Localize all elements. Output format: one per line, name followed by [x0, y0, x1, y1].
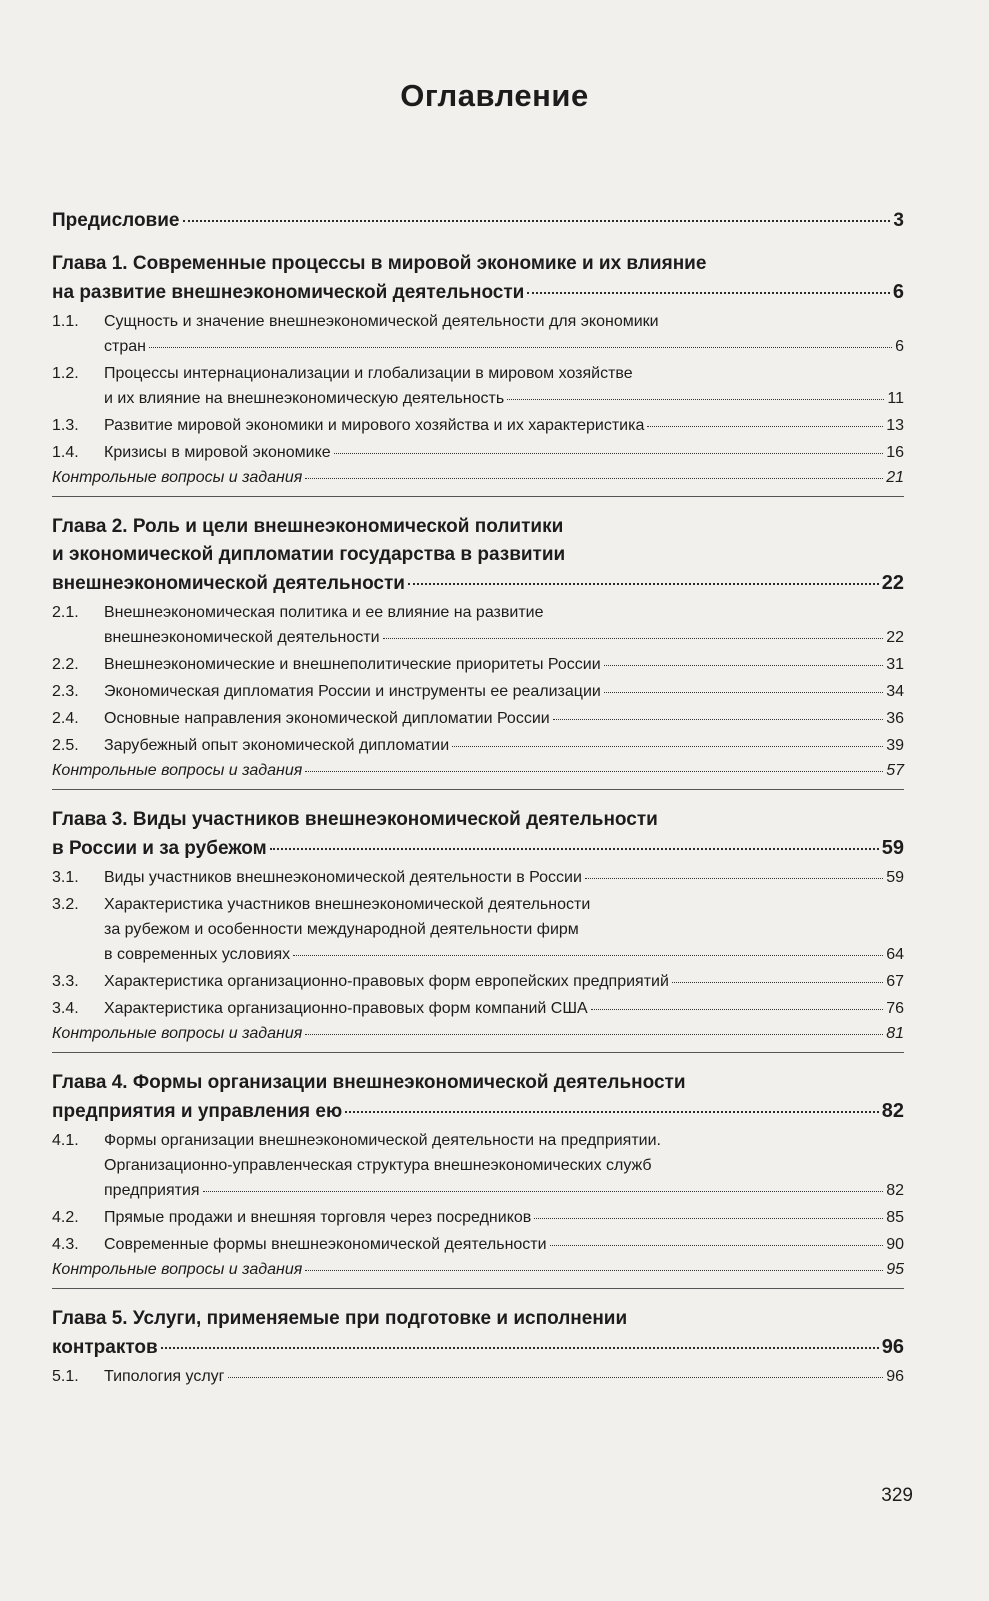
leader-dots [305, 1270, 883, 1271]
chapter-heading [52, 513, 904, 598]
section-title-last-line-text: Внешнеэкономические и внешнеполитические приоритеты России [104, 656, 601, 673]
section-body [104, 892, 904, 967]
leader-dots [334, 453, 884, 454]
toc-section [52, 309, 904, 359]
chapter-title-last-line-page: 59 [881, 837, 904, 859]
chapter-title-last-line [52, 278, 904, 307]
questions-line-page: 57 [886, 762, 904, 779]
leader-dots [408, 583, 879, 585]
leader-dots [527, 292, 890, 294]
section-title-last-line [104, 334, 904, 359]
chapter-divider [52, 789, 904, 790]
section-title-last-line-page: 82 [886, 1182, 904, 1199]
section-title-last-line-text: внешнеэкономической деятельности [104, 629, 380, 646]
section-title-last-line [104, 1178, 904, 1203]
leader-dots [203, 1191, 884, 1192]
section-title-last-line-page: 67 [886, 973, 904, 990]
section-title-last-line-text: и их влияние на внешнеэкономическую деятельность [104, 390, 505, 407]
section-number: 3.1. [52, 869, 79, 886]
section-number: 4.3. [52, 1236, 79, 1253]
section-title-last-line-text: Развитие мировой экономики и мирового хозяйства и их характеристика [104, 417, 645, 434]
toc-section [52, 413, 904, 438]
section-title-last-line-page: 6 [895, 338, 904, 355]
section-title-last-line-text: Прямые продажи и внешняя торговля через посредников [104, 1209, 532, 1226]
page-title: Оглавление [400, 78, 589, 113]
chapter-divider [52, 496, 904, 497]
section-title-last-line-text: стран [104, 338, 146, 355]
section-title-last-line [104, 386, 904, 411]
chapters-list [52, 250, 904, 1389]
chapter-title-line: Глава 2. Роль и цели внешнеэкономической политики [52, 516, 564, 537]
section-title-last-line-page: 34 [886, 683, 904, 700]
section-body [104, 1205, 904, 1230]
section-title-last-line-page: 36 [886, 710, 904, 727]
section-title-last-line-page: 64 [886, 946, 904, 963]
toc-section [52, 706, 904, 731]
section-title-last-line-text: Кризисы в мировой экономике [104, 444, 331, 461]
section-title-last-line-page: 96 [886, 1368, 904, 1385]
control-questions [52, 1257, 904, 1282]
section-title-last-line-text: Виды участников внешнеэкономической деятельности в России [104, 869, 582, 886]
section-title-last-line-page: 16 [886, 444, 904, 461]
control-questions [52, 758, 904, 783]
section-title-last-line [104, 733, 904, 758]
page-number: 329 [881, 1485, 913, 1506]
section-title-last-line-page: 85 [886, 1209, 904, 1226]
section-title-line: Формы организации внешнеэкономической деятельности на предприятии. [104, 1132, 661, 1149]
section-number: 2.3. [52, 683, 79, 700]
leader-dots [647, 426, 883, 427]
chapter-title-line: Глава 5. Услуги, применяемые при подготовке и исполнении [52, 1308, 628, 1329]
section-body [104, 1232, 904, 1257]
chapter-title-line: и экономической дипломатии государства в развитии [52, 544, 566, 565]
section-body [104, 1128, 904, 1203]
toc-section [52, 679, 904, 704]
questions-line-text: Контрольные вопросы и задания [52, 762, 303, 779]
toc-section [52, 1232, 904, 1257]
leader-dots [452, 746, 883, 747]
section-title-line: Процессы интернационализации и глобализации в мировом хозяйстве [104, 365, 633, 382]
section-title-last-line-text: Основные направления экономической дипломатии России [104, 710, 550, 727]
section-title-line: Организационно-управленческая структура внешнеэкономических служб [104, 1157, 652, 1174]
section-body [104, 733, 904, 758]
chapter-divider [52, 1052, 904, 1053]
section-title-last-line-text: Современные формы внешнеэкономической деятельности [104, 1236, 547, 1253]
questions-line-page: 21 [886, 469, 904, 486]
chapter-title-last-line-page: 22 [881, 572, 904, 594]
toc-section [52, 996, 904, 1021]
toc-section [52, 733, 904, 758]
questions-line-page: 81 [886, 1025, 904, 1042]
leader-dots [507, 399, 884, 400]
chapter-title-last-line [52, 1097, 904, 1126]
leader-dots [305, 771, 883, 772]
section-body [104, 706, 904, 731]
chapter-heading [52, 806, 904, 863]
chapter-title-last-line-page: 6 [892, 281, 904, 303]
preface-label: Предисловие [52, 210, 180, 231]
section-number: 1.2. [52, 365, 79, 382]
toc-section [52, 1205, 904, 1230]
section-number: 4.1. [52, 1132, 79, 1149]
section-number: 5.1. [52, 1368, 79, 1385]
section-title-last-line [104, 625, 904, 650]
leader-dots [591, 1009, 884, 1010]
leader-dots [305, 478, 883, 479]
section-title-last-line [104, 942, 904, 967]
chapter-heading [52, 250, 904, 307]
section-number: 2.4. [52, 710, 79, 727]
chapter-heading [52, 1069, 904, 1126]
chapter-heading [52, 1305, 904, 1362]
section-title-last-line-text: Типология услуг [104, 1368, 225, 1385]
chapter-title-last-line-text: в России и за рубежом [52, 838, 267, 859]
section-title-last-line [104, 1232, 904, 1257]
toc-section [52, 600, 904, 650]
section-body [104, 865, 904, 890]
questions-line [52, 1257, 904, 1282]
control-questions [52, 465, 904, 490]
section-title-last-line-text: предприятия [104, 1182, 200, 1199]
questions-line-page: 95 [886, 1261, 904, 1278]
chapter-title-last-line [52, 569, 904, 598]
leader-dots [534, 1218, 883, 1219]
leader-dots [161, 1347, 879, 1349]
leader-dots [183, 220, 891, 222]
chapter-divider [52, 1288, 904, 1289]
section-body [104, 679, 904, 704]
section-body [104, 361, 904, 411]
section-title-last-line [104, 969, 904, 994]
section-number: 1.1. [52, 313, 79, 330]
section-title-last-line [104, 679, 904, 704]
section-body [104, 996, 904, 1021]
table-of-contents [52, 210, 904, 1389]
leader-dots [228, 1377, 884, 1378]
leader-dots [383, 638, 884, 639]
section-number: 2.1. [52, 604, 79, 621]
leader-dots [550, 1245, 884, 1246]
section-title-last-line [104, 706, 904, 731]
section-title-last-line-page: 31 [886, 656, 904, 673]
section-title-last-line-text: в современных условиях [104, 946, 291, 963]
preface-page: 3 [893, 210, 904, 231]
leader-dots [345, 1111, 879, 1113]
chapter-title-last-line-page: 82 [881, 1100, 904, 1122]
section-number: 2.2. [52, 656, 79, 673]
section-body [104, 652, 904, 677]
section-title-last-line-page: 13 [886, 417, 904, 434]
toc-section [52, 440, 904, 465]
leader-dots [585, 878, 883, 879]
chapter-title-line: Глава 3. Виды участников внешнеэкономической деятельности [52, 809, 658, 830]
section-body [104, 969, 904, 994]
section-body [104, 1364, 904, 1389]
section-number: 3.2. [52, 896, 79, 913]
leader-dots [305, 1034, 883, 1035]
questions-line [52, 1021, 904, 1046]
section-title-line: Характеристика участников внешнеэкономической деятельности [104, 896, 591, 913]
toc-section [52, 1128, 904, 1203]
section-title-last-line-page: 59 [886, 869, 904, 886]
section-body [104, 440, 904, 465]
leader-dots [604, 692, 883, 693]
chapter-title-last-line-text: на развитие внешнеэкономической деятельности [52, 282, 525, 303]
questions-line-text: Контрольные вопросы и задания [52, 469, 303, 486]
leader-dots [293, 955, 883, 956]
toc-section [52, 865, 904, 890]
questions-line [52, 758, 904, 783]
section-body [104, 309, 904, 359]
toc-preface [52, 210, 904, 232]
section-title-last-line [104, 996, 904, 1021]
chapter-title-last-line-text: внешнеэкономической деятельности [52, 573, 405, 594]
section-title-last-line [104, 413, 904, 438]
section-title-last-line-text: Зарубежный опыт экономической дипломатии [104, 737, 450, 754]
leader-dots [672, 982, 883, 983]
section-number: 3.3. [52, 973, 79, 990]
section-body [104, 413, 904, 438]
section-title-last-line-page: 22 [886, 629, 904, 646]
section-title-last-line-page: 76 [886, 1000, 904, 1017]
section-number: 1.3. [52, 417, 79, 434]
section-title-last-line-text: Характеристика организационно-правовых форм компаний США [104, 1000, 588, 1017]
section-body [104, 600, 904, 650]
toc-section [52, 652, 904, 677]
chapter-title-last-line-text: контрактов [52, 1337, 158, 1358]
chapter-title-last-line [52, 834, 904, 863]
section-title-last-line [104, 865, 904, 890]
section-title-last-line [104, 652, 904, 677]
leader-dots [149, 347, 892, 348]
chapter-title-line: Глава 1. Современные процессы в мировой экономике и их влияние [52, 253, 707, 274]
section-number: 1.4. [52, 444, 79, 461]
toc-section [52, 361, 904, 411]
section-number: 3.4. [52, 1000, 79, 1017]
chapter-title-last-line-text: предприятия и управления ею [52, 1101, 343, 1122]
section-title-last-line [104, 1364, 904, 1389]
leader-dots [604, 665, 884, 666]
leader-dots [270, 848, 879, 850]
leader-dots [553, 719, 884, 720]
section-title-last-line [104, 1205, 904, 1230]
section-title-line: за рубежом и особенности международной деятельности фирм [104, 921, 579, 938]
section-title-line: Сущность и значение внешнеэкономической деятельности для экономики [104, 313, 659, 330]
section-number: 2.5. [52, 737, 79, 754]
section-number: 4.2. [52, 1209, 79, 1226]
questions-line-text: Контрольные вопросы и задания [52, 1261, 303, 1278]
chapter-title-last-line [52, 1333, 904, 1362]
control-questions [52, 1021, 904, 1046]
section-title-line: Внешнеэкономическая политика и ее влияние на развитие [104, 604, 544, 621]
section-title-last-line-page: 39 [886, 737, 904, 754]
chapter-title-last-line-page: 96 [881, 1336, 904, 1358]
section-title-last-line-page: 11 [887, 390, 904, 407]
questions-line [52, 465, 904, 490]
section-title-last-line-text: Экономическая дипломатия России и инструменты ее реализации [104, 683, 601, 700]
toc-section [52, 1364, 904, 1389]
section-title-last-line [104, 440, 904, 465]
questions-line-text: Контрольные вопросы и задания [52, 1025, 303, 1042]
toc-section [52, 969, 904, 994]
toc-section [52, 892, 904, 967]
section-title-last-line-text: Характеристика организационно-правовых форм европейских предприятий [104, 973, 669, 990]
section-title-last-line-page: 90 [886, 1236, 904, 1253]
chapter-title-line: Глава 4. Формы организации внешнеэкономической деятельности [52, 1072, 686, 1093]
